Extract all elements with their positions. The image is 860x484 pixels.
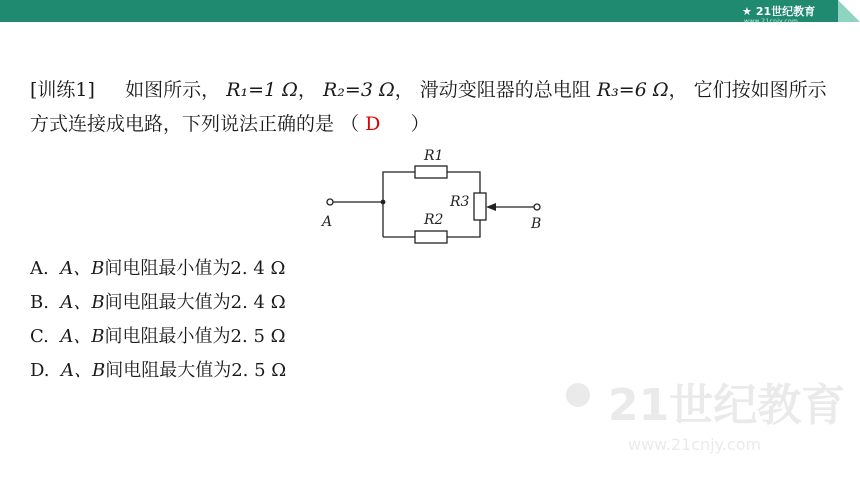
wire-left [383,172,415,237]
r1-equation: R₁=1 Ω [226,79,298,101]
resistor-r2 [415,231,447,243]
label-r2: R2 [424,212,444,228]
option-b [30,286,286,320]
junction-dot [381,200,386,205]
option-letter: D. [30,360,50,381]
r3-equation: R₃=6 Ω [596,79,669,101]
wire-top-right [447,172,480,193]
answer-letter: D [365,113,381,135]
option-nodes: A、B [60,326,105,347]
brand-url: www.21cnjy.com [744,18,799,25]
question-intro: 如图所示， [125,79,221,101]
r3-description: 滑动变阻器的总电阻 [419,79,591,101]
paren-close: ） [410,113,430,135]
option-text: 间电阻最大值为2. 4 Ω [104,292,286,313]
label-r3: R3 [450,194,470,210]
label-r1: R1 [424,148,444,164]
corner-fold [838,0,860,22]
wire-bottom-right [447,220,480,237]
label-b: B [531,216,542,232]
option-nodes: A、B [60,360,106,381]
r2-equation: R₂=3 Ω [323,79,395,101]
terminal-b [534,204,540,210]
question-stem: [训练1] 如图所示， R₁=1 Ω， R₂=3 Ω， 滑动变阻器的总电阻 R₃=6 Ω， 它们按如图所示方式连接成电路，下列说法正确的是 （ D ） [30,79,827,135]
watermark-brand: 21世纪教育 [608,380,846,431]
option-text: 间电阻最小值为2. 5 Ω [104,326,286,347]
option-text: 间电阻最大值为2. 5 Ω [105,360,287,381]
brand-name: 21世纪教育 [755,5,816,18]
watermark-runner-icon [566,383,590,407]
paren-open: （ [340,113,360,135]
option-nodes: A、B [60,292,105,313]
option-letter: C. [30,326,49,347]
option-a [30,252,286,286]
watermark-url: www.21cnjy.com [628,435,762,454]
question-body: 它们按如图所示方式连接成电路，下列说法正确的是 [30,79,827,135]
option-d [30,354,286,388]
slider-arrow-icon [486,203,496,211]
label-a: A [322,214,333,230]
option-nodes: A、B [60,258,105,279]
option-letter: A. [30,258,49,279]
runner-icon: ★ [742,4,752,18]
brand-logo [742,3,816,25]
rheostat-r3 [474,193,486,220]
option-letter: B. [30,292,49,313]
option-c [30,320,286,354]
resistor-r1 [415,166,447,178]
question-tag: [训练1] [30,79,95,101]
options-list [30,252,286,388]
terminal-a [327,199,333,205]
option-text: 间电阻最小值为2. 4 Ω [104,258,286,279]
watermark [548,365,848,465]
circuit-diagram [310,140,560,250]
header-bar [0,0,860,25]
